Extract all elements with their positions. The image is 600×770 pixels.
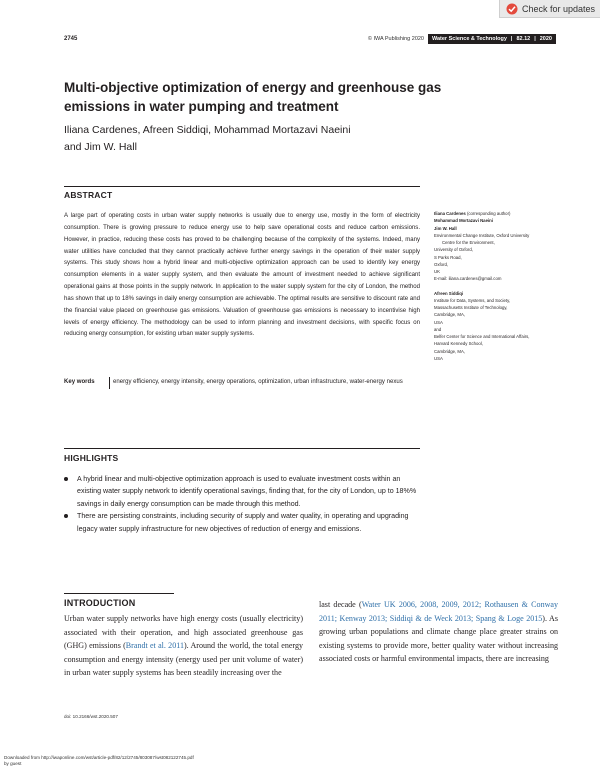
abstract-heading: ABSTRACT [64, 190, 113, 200]
journal-year: 2020 [539, 36, 552, 42]
highlight-item [64, 510, 424, 535]
intro-text: last decade ( [319, 600, 362, 609]
author3-name: Jim W. Hall [434, 225, 457, 231]
mit-line: Cambridge, MA, [434, 312, 466, 318]
running-header [368, 33, 556, 45]
oxford-line: Centre for the Environment, [442, 240, 495, 245]
author1-name: Iliana Cardenes [434, 211, 466, 216]
doi[interactable]: doi: 10.2166/wst.2020.507 [64, 714, 118, 719]
article-title: Multi-objective optimization of energy and greenhouse gas emissions in water pumping and treatment [64, 80, 442, 114]
authors-line-1: Iliana Cardenes, Afreen Siddiqi, Mohammad Mortazavi Naeini [64, 124, 351, 136]
download-guest: by guest [4, 761, 22, 766]
corresponding-note: (corresponding author) [465, 211, 511, 216]
and-label: and [434, 326, 442, 332]
journal-name: Water Science & Technology [432, 36, 507, 42]
download-url[interactable]: Downloaded from http://iwaponline.com/wst/article-pdf/82/12/2745/803087/wst082122745.pdf [4, 755, 194, 760]
page-number: 2745 [64, 36, 78, 42]
journal-bar: Water Science & Technology | 82.12 | 2020 [428, 34, 556, 44]
download-note [4, 755, 194, 767]
citation-link[interactable]: Water UK 2006, 2008, 2009, 2012; Rothausen & Conway 2011; Kenway 2013; Siddiqi & de Weck 2013; Spang & Loge 2015 [319, 600, 558, 623]
highlight-item [64, 473, 424, 510]
harvard-line: USA [434, 355, 443, 361]
mit-line: Massachusetts Institute of Technology, [434, 305, 508, 310]
affiliation-block [434, 210, 574, 362]
harvard-line: Belfer Center for Science and International Affairs, [434, 334, 530, 339]
check-updates-icon [506, 3, 518, 15]
highlight-text: There are persisting constraints, including security of supply and water quality, in operating and upgrading legacy water supply infrastructure for new objectives of reduction of energy and emissions. [77, 512, 409, 533]
journal-volume: 82.12 [516, 36, 531, 42]
oxford-line: University of Oxford, [434, 247, 473, 253]
mit-line: Institute for Data, Systems, and Society, [434, 297, 511, 303]
oxford-line: S Parks Road, [434, 254, 462, 260]
oxford-line: Environmental Change Institute, Oxford University [434, 232, 530, 238]
introduction-heading: INTRODUCTION [64, 598, 136, 608]
highlights-heading: HIGHLIGHTS [64, 453, 119, 463]
highlight-text: A hybrid linear and multi-objective optimization approach is used to evaluate investment costs within an existing water supply network to identify operational savings, finding that, for the city of London, up to 18%% savings in daily energy consumption can be made through this method. [77, 475, 417, 508]
introduction-rule [64, 593, 174, 594]
bullet-icon [64, 514, 68, 518]
harvard-line: Cambridge, MA, [434, 348, 466, 354]
bullet-icon [64, 477, 68, 481]
intro-text: ). As growing urban populations and climate change place greater strains on existing systems to provide more, better quality water without increasing associated costs or harmful environmental impacts, there are increasing [319, 613, 559, 664]
abstract-text: A large part of operating costs in urban water supply networks is usually due to energy use, mostly in the form of electricity consumption. There is growing pressure to reduce energy use to help save operational costs and reduce carbon emissions. However, in practice, reducing these costs has proved to be challenging because of the complexity of the systems. Indeed, many water utilities have concluded that they cannot practically achieve further energy savings in the operation of their water supply systems. This study shows how a hybrid linear and multi-objective optimization approach can be used to identify key energy consumption elements in a water supply system, and then evaluate the amount of investment needed to achieve significant operational gains at those points in the supply network. In application to the water supply system for the city of London, the method has shown that up to 18% savings in daily energy consumption are achievable. The optimal results are sensitive to discount rate and the financial value placed on greenhouse gas emissions. Valuation of greenhouse gas emissions is necessary to incentivise high levels of energy efficiency. The methodology can be used to inform planning and investment decisions, with specific focus on reducing energy consumption, for existing urban water supply systems. [64, 213, 420, 338]
highlights-rule [64, 448, 420, 449]
author-list [64, 122, 444, 156]
keywords-text: energy efficiency, energy intensity, energy operations, optimization, urban infrastructure, water-energy nexus [109, 377, 420, 389]
oxford-line: UK [434, 269, 440, 274]
author4-name: Afreen Siddiqi [434, 290, 464, 296]
author2-name: Mohammad Mortazavi Naeini [434, 218, 493, 224]
highlights-list [64, 473, 424, 535]
email[interactable]: E-mail: iliana.cardenes@gmail.com [434, 276, 502, 282]
oxford-line: Oxford, [434, 261, 449, 267]
harvard-line: Harvard Kennedy School, [434, 341, 483, 347]
abstract-rule [64, 186, 420, 187]
intro-text: ). Around the world, the total energy consumption and energy intensity (energy used per unit volume of water) in urban water supply systems has been steadily increasing over the [64, 641, 303, 678]
publisher: © IWA Publishing 2020 [367, 36, 424, 42]
keywords [64, 377, 420, 389]
intro-column-left [64, 612, 303, 680]
check-for-updates-badge[interactable] [499, 0, 600, 18]
mit-line: USA [434, 319, 443, 325]
keywords-label: Key words [64, 379, 95, 385]
intro-column-right [319, 598, 558, 666]
authors-line-2: and Jim W. Hall [64, 141, 137, 153]
check-for-updates-label: Check for updates [522, 3, 596, 14]
citation-link[interactable]: Brandt et al. 2011 [125, 641, 184, 651]
intro-text: Urban water supply networks have high energy costs (usually electricity) associated with their operation, and high associated greenhouse gas (GHG) emissions ( [64, 614, 303, 651]
